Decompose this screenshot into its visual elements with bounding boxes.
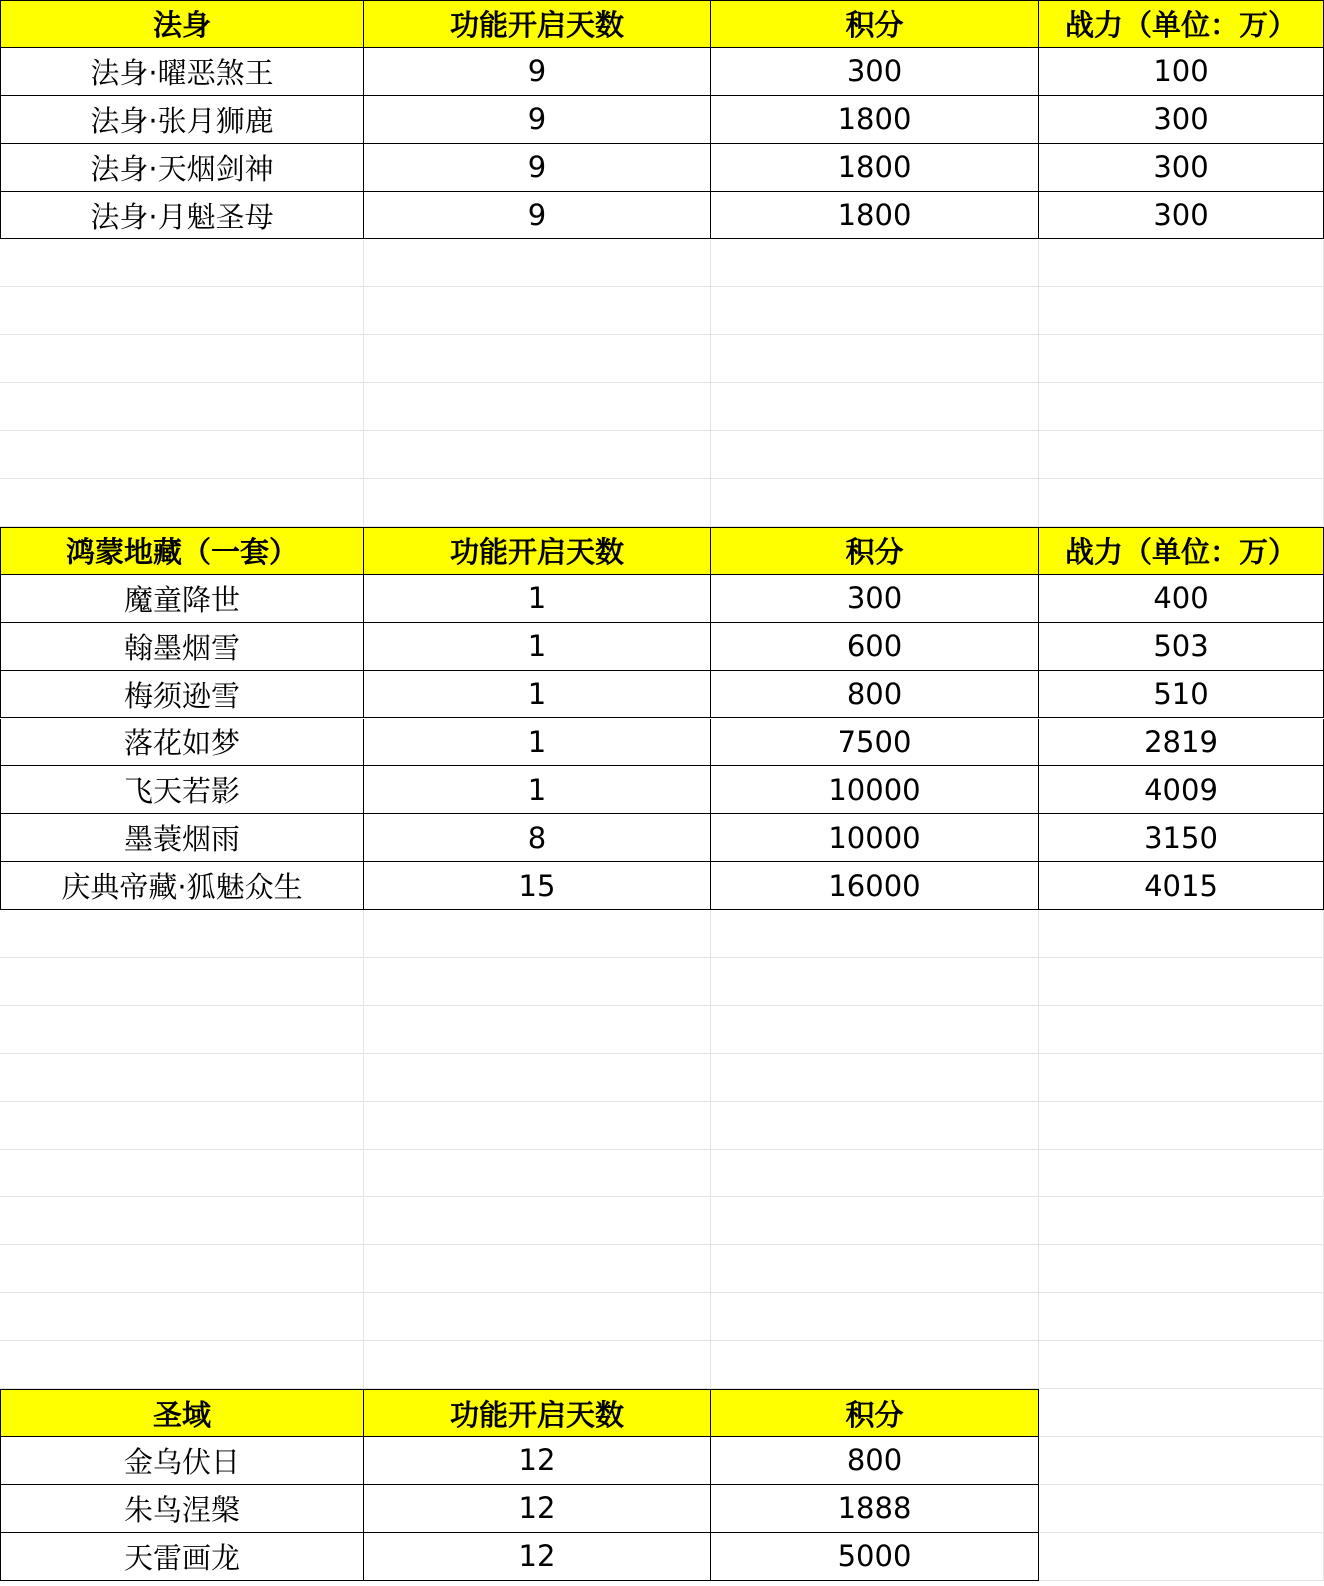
table-cell[interactable]: 300 (1039, 96, 1324, 144)
empty-cell[interactable] (0, 1293, 364, 1341)
table-header-cell[interactable]: 圣域 (0, 1389, 364, 1437)
empty-cell[interactable] (0, 240, 364, 288)
empty-cell[interactable] (1039, 1437, 1324, 1485)
table-header-cell[interactable]: 战力（单位：万） (1039, 0, 1324, 48)
table-cell[interactable]: 飞天若影 (0, 766, 364, 814)
table-cell[interactable]: 7500 (711, 719, 1039, 767)
empty-cell[interactable] (364, 1293, 711, 1341)
empty-cell[interactable] (364, 1198, 711, 1246)
empty-cell[interactable] (364, 910, 711, 958)
table-header-cell[interactable]: 功能开启天数 (364, 0, 711, 48)
table-cell[interactable]: 15 (364, 862, 711, 910)
empty-cell[interactable] (711, 1341, 1039, 1389)
empty-cell[interactable] (1039, 910, 1324, 958)
empty-cell[interactable] (711, 1102, 1039, 1150)
table-cell[interactable]: 3150 (1039, 814, 1324, 862)
empty-cell[interactable] (1039, 287, 1324, 335)
empty-cell[interactable] (364, 1102, 711, 1150)
table-cell[interactable]: 503 (1039, 623, 1324, 671)
empty-cell[interactable] (1039, 1150, 1324, 1198)
empty-cell[interactable] (0, 1150, 364, 1198)
empty-cell[interactable] (364, 1150, 711, 1198)
table-cell[interactable]: 300 (1039, 144, 1324, 192)
table-cell[interactable]: 9 (364, 192, 711, 240)
empty-cell[interactable] (1039, 1293, 1324, 1341)
table-cell[interactable]: 10000 (711, 766, 1039, 814)
empty-cell[interactable] (1039, 1389, 1324, 1437)
table-cell[interactable]: 1 (364, 671, 711, 719)
table-header-cell[interactable]: 法身 (0, 0, 364, 48)
table-cell[interactable]: 9 (364, 96, 711, 144)
empty-cell[interactable] (0, 1341, 364, 1389)
empty-cell[interactable] (364, 431, 711, 479)
empty-cell[interactable] (1039, 479, 1324, 527)
table-cell[interactable]: 300 (711, 575, 1039, 623)
empty-cell[interactable] (1039, 1006, 1324, 1054)
table-cell[interactable]: 朱鸟涅槃 (0, 1485, 364, 1533)
empty-cell[interactable] (1039, 240, 1324, 288)
empty-cell[interactable] (1039, 1198, 1324, 1246)
empty-cell[interactable] (0, 431, 364, 479)
empty-cell[interactable] (0, 479, 364, 527)
empty-cell[interactable] (1039, 1102, 1324, 1150)
table-cell[interactable]: 800 (711, 671, 1039, 719)
empty-cell[interactable] (711, 1054, 1039, 1102)
table-cell[interactable]: 1888 (711, 1485, 1039, 1533)
empty-cell[interactable] (1039, 1341, 1324, 1389)
empty-cell[interactable] (711, 479, 1039, 527)
empty-cell[interactable] (364, 335, 711, 383)
table-cell[interactable]: 16000 (711, 862, 1039, 910)
empty-cell[interactable] (0, 958, 364, 1006)
empty-cell[interactable] (0, 1198, 364, 1246)
table-cell[interactable]: 12 (364, 1533, 711, 1581)
empty-cell[interactable] (1039, 1245, 1324, 1293)
table-cell[interactable]: 12 (364, 1485, 711, 1533)
table-cell[interactable]: 100 (1039, 48, 1324, 96)
table-cell[interactable]: 天雷画龙 (0, 1533, 364, 1581)
table-cell[interactable]: 4015 (1039, 862, 1324, 910)
table-header-cell[interactable]: 战力（单位：万） (1039, 527, 1324, 575)
table-cell[interactable]: 法身·天烟剑神 (0, 144, 364, 192)
table-cell[interactable]: 600 (711, 623, 1039, 671)
empty-cell[interactable] (711, 910, 1039, 958)
table-cell[interactable]: 1800 (711, 192, 1039, 240)
table-cell[interactable]: 1 (364, 719, 711, 767)
table-cell[interactable]: 300 (1039, 192, 1324, 240)
table-header-cell[interactable]: 积分 (711, 0, 1039, 48)
empty-cell[interactable] (0, 383, 364, 431)
table-cell[interactable]: 1800 (711, 144, 1039, 192)
empty-cell[interactable] (711, 958, 1039, 1006)
empty-cell[interactable] (1039, 1485, 1324, 1533)
empty-cell[interactable] (0, 335, 364, 383)
table-cell[interactable]: 法身·曜恶煞王 (0, 48, 364, 96)
table-cell[interactable]: 10000 (711, 814, 1039, 862)
table-cell[interactable]: 1 (364, 623, 711, 671)
empty-cell[interactable] (711, 383, 1039, 431)
table-cell[interactable]: 法身·张月狮鹿 (0, 96, 364, 144)
empty-cell[interactable] (711, 1245, 1039, 1293)
table-cell[interactable]: 金乌伏日 (0, 1437, 364, 1485)
empty-cell[interactable] (1039, 335, 1324, 383)
table-header-cell[interactable]: 积分 (711, 1389, 1039, 1437)
table-cell[interactable]: 1800 (711, 96, 1039, 144)
table-cell[interactable]: 2819 (1039, 719, 1324, 767)
empty-cell[interactable] (364, 1245, 711, 1293)
table-header-cell[interactable]: 鸿蒙地藏（一套） (0, 527, 364, 575)
empty-cell[interactable] (0, 287, 364, 335)
table-cell[interactable]: 8 (364, 814, 711, 862)
table-cell[interactable]: 9 (364, 144, 711, 192)
empty-cell[interactable] (0, 1245, 364, 1293)
empty-cell[interactable] (0, 910, 364, 958)
table-cell[interactable]: 梅须逊雪 (0, 671, 364, 719)
empty-cell[interactable] (711, 431, 1039, 479)
table-header-cell[interactable]: 功能开启天数 (364, 527, 711, 575)
table-cell[interactable]: 800 (711, 1437, 1039, 1485)
empty-cell[interactable] (364, 958, 711, 1006)
empty-cell[interactable] (711, 240, 1039, 288)
table-header-cell[interactable]: 积分 (711, 527, 1039, 575)
empty-cell[interactable] (711, 1198, 1039, 1246)
empty-cell[interactable] (0, 1006, 364, 1054)
table-cell[interactable]: 510 (1039, 671, 1324, 719)
empty-cell[interactable] (1039, 1054, 1324, 1102)
empty-cell[interactable] (364, 1341, 711, 1389)
empty-cell[interactable] (0, 1054, 364, 1102)
table-header-cell[interactable]: 功能开启天数 (364, 1389, 711, 1437)
empty-cell[interactable] (0, 1102, 364, 1150)
table-cell[interactable]: 9 (364, 48, 711, 96)
table-cell[interactable]: 12 (364, 1437, 711, 1485)
empty-cell[interactable] (364, 1054, 711, 1102)
empty-cell[interactable] (1039, 958, 1324, 1006)
table-cell[interactable]: 400 (1039, 575, 1324, 623)
empty-cell[interactable] (364, 240, 711, 288)
table-cell[interactable]: 落花如梦 (0, 719, 364, 767)
empty-cell[interactable] (711, 1150, 1039, 1198)
table-cell[interactable]: 墨蓑烟雨 (0, 814, 364, 862)
table-cell[interactable]: 1 (364, 575, 711, 623)
empty-cell[interactable] (1039, 383, 1324, 431)
table-cell[interactable]: 魔童降世 (0, 575, 364, 623)
empty-cell[interactable] (364, 287, 711, 335)
table-cell[interactable]: 5000 (711, 1533, 1039, 1581)
empty-cell[interactable] (711, 335, 1039, 383)
empty-cell[interactable] (1039, 1533, 1324, 1581)
table-cell[interactable]: 1 (364, 766, 711, 814)
empty-cell[interactable] (711, 1006, 1039, 1054)
empty-cell[interactable] (711, 287, 1039, 335)
empty-cell[interactable] (711, 1293, 1039, 1341)
table-cell[interactable]: 翰墨烟雪 (0, 623, 364, 671)
table-cell[interactable]: 300 (711, 48, 1039, 96)
table-cell[interactable]: 法身·月魁圣母 (0, 192, 364, 240)
empty-cell[interactable] (364, 383, 711, 431)
empty-cell[interactable] (364, 479, 711, 527)
empty-cell[interactable] (364, 1006, 711, 1054)
table-cell[interactable]: 4009 (1039, 766, 1324, 814)
empty-cell[interactable] (1039, 431, 1324, 479)
table-cell[interactable]: 庆典帝藏·狐魅众生 (0, 862, 364, 910)
